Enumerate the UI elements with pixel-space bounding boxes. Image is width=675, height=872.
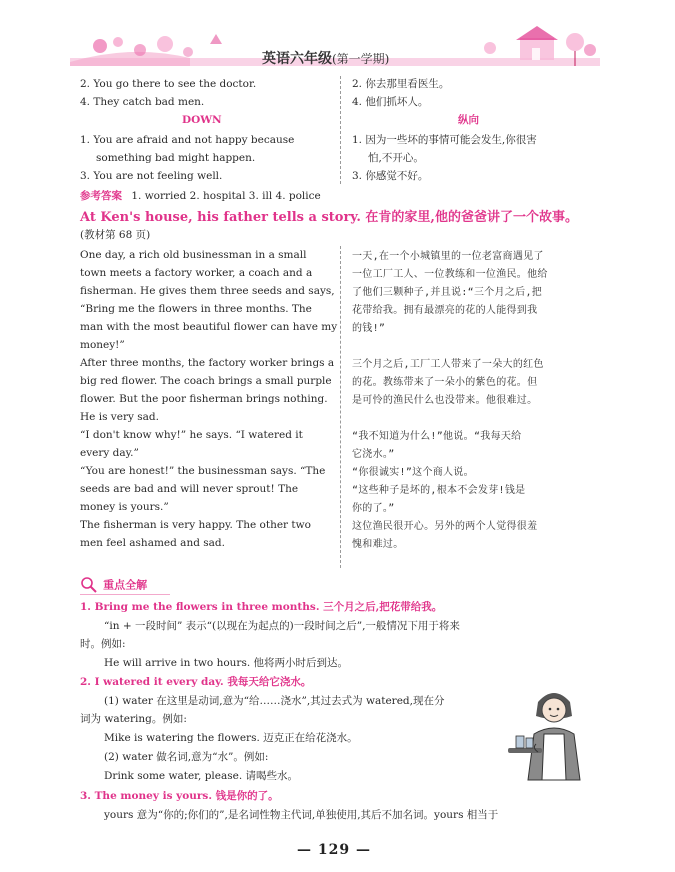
point-1-body-2: 时。例如: (80, 638, 126, 650)
clue-right-2: 2. 你去那里看医生。 (352, 78, 450, 90)
down-clue-right-3: 3. 你感觉不好。 (352, 170, 429, 182)
story-en-line: flower. But the poor fisherman brings nothing. (80, 393, 328, 405)
story-cn-line: “这些种子是坏的,根本不会发芽!钱是 (352, 485, 526, 496)
story-en-line: men feel ashamed and sad. (80, 537, 225, 549)
story-chinese (352, 248, 548, 554)
textbook-ref: (教材第 68 页) (80, 229, 151, 241)
story-cn-line: 一天,在一个小城镇里的一位老富商遇见了 (352, 251, 544, 262)
waitress-icon (508, 682, 600, 782)
book-subtitle: (第一学期) (332, 52, 390, 66)
story-cn-line: 愧和难过。 (352, 539, 404, 550)
story-english (80, 246, 337, 552)
story-cn-line: “你很诚实!”这个商人说。 (352, 467, 474, 478)
point-2-example-1: Mike is watering the flowers. 迈克正在给花浇水。 (104, 732, 358, 744)
story-en-line: “Bring me the flowers in three months. The (80, 303, 312, 315)
down-clue-right-1a: 1. 因为一些坏的事情可能会发生,你很害 (352, 134, 537, 146)
top-column-divider (340, 76, 341, 184)
story-column-divider (340, 246, 341, 568)
story-en-line: “You are honest!” the businessman says. “The (80, 465, 326, 477)
story-en-line: fisherman. He gives them three seeds and says, (80, 285, 335, 297)
clue-right-4: 4. 他们抓坏人。 (352, 96, 429, 108)
story-cn-line: 花带给我。拥有最漂亮的花的人能得到我 (352, 305, 538, 316)
story-en-line: every day.” (80, 447, 139, 459)
answers-label: 参考答案 (80, 190, 122, 202)
waitress-illustration (508, 682, 600, 782)
down-clue-left-3: 3. You are not feeling well. (80, 170, 223, 182)
story-cn-line: 一位工厂工人、一位教练和一位渔民。他给 (352, 269, 548, 280)
point-2-example-2: Drink some water, please. 请喝些水。 (104, 770, 299, 782)
clue-left-4: 4. They catch bad men. (80, 96, 205, 108)
story-en-line: man with the most beautiful flower can have my (80, 321, 338, 333)
point-3-title: 3. The money is yours. 钱是你的了。 (80, 790, 279, 802)
page-number: — 129 — (297, 842, 371, 858)
point-2-title: 2. I watered it every day. 我每天给它浇水。 (80, 676, 312, 688)
point-2-body-3: (2) water 做名词,意为“水”。例如: (104, 751, 269, 763)
keypoints-heading-text: 重点全解 (103, 578, 148, 592)
clue-left-2: 2. You go there to see the doctor. (80, 78, 257, 90)
story-en-line: money!” (80, 339, 125, 351)
story-cn-line: 了他们三颗种子,并且说:“三个月之后,把 (352, 287, 543, 298)
story-en-line: seeds are bad and will never sprout! The (80, 483, 299, 495)
story-en-line: town meets a factory worker, a coach and a (80, 267, 313, 279)
answers-row (80, 187, 321, 205)
story-cn-line: 这位渔民很开心。另外的两个人觉得很羞 (352, 521, 538, 532)
story-cn-line: 三个月之后,工厂工人带来了一朵大的红色 (352, 359, 544, 370)
answers-text: 1. worried 2. hospital 3. ill 4. police (131, 190, 321, 202)
down-clue-left-1a: 1. You are afraid and not happy because (80, 134, 295, 146)
point-1-title: 1. Bring me the flowers in three months. 三个月之后,把花带给我。 (80, 601, 443, 613)
down-label: DOWN (182, 114, 222, 126)
story-cn-line: 它浇水。” (352, 449, 395, 460)
story-en-line: “I don't know why!” he says. “I watered it (80, 429, 303, 441)
point-2-body-1: (1) water 在这里是动词,意为“给……浇水”,其过去式为 watered,现在分 (104, 695, 445, 707)
story-en-line: money is yours.” (80, 501, 169, 513)
story-cn-line: “我不知道为什么!”他说。“我每天给 (352, 431, 522, 442)
story-en-line: After three months, the factory worker brings a (80, 357, 335, 369)
point-2-body-2: 词为 watering。例如: (80, 713, 187, 725)
down-clue-right-1b: 怕,不开心。 (368, 152, 424, 164)
story-title: At Ken's house, his father tells a story. 在肯的家里,他的爸爸讲了一个故事。 (80, 210, 578, 225)
magnifier-icon (80, 576, 98, 594)
header-title (262, 48, 389, 68)
down-clue-left-1b: something bad might happen. (96, 152, 256, 164)
keypoints-underline (80, 594, 170, 595)
story-en-line: big red flower. The coach brings a small purple (80, 375, 332, 387)
story-cn-line: 的钱!” (352, 323, 386, 334)
story-cn-line: 你的了。” (352, 503, 395, 514)
point-1-example: He will arrive in two hours. 他将两小时后到达。 (104, 657, 349, 669)
story-cn-line: 的花。教练带来了一朵小的紫色的花。但 (352, 377, 538, 388)
book-title: 英语六年级 (262, 51, 332, 67)
point-1-body-1: “in + 一段时间” 表示“(以现在为起点的)一段时间之后”,一般情况下用于将来 (104, 620, 460, 632)
point-3-body: yours 意为“你的;你们的”,是名词性物主代词,单独使用,其后不加名词。yours 相当于 (104, 809, 499, 821)
keypoints-heading (80, 574, 147, 594)
story-en-line: The fisherman is very happy. The other two (80, 519, 311, 531)
story-en-line: One day, a rich old businessman in a small (80, 249, 307, 261)
story-cn-line: 是可怜的渔民什么也没带来。他很难过。 (352, 395, 538, 406)
story-en-line: He is very sad. (80, 411, 159, 423)
down-label-cn: 纵向 (458, 114, 479, 126)
